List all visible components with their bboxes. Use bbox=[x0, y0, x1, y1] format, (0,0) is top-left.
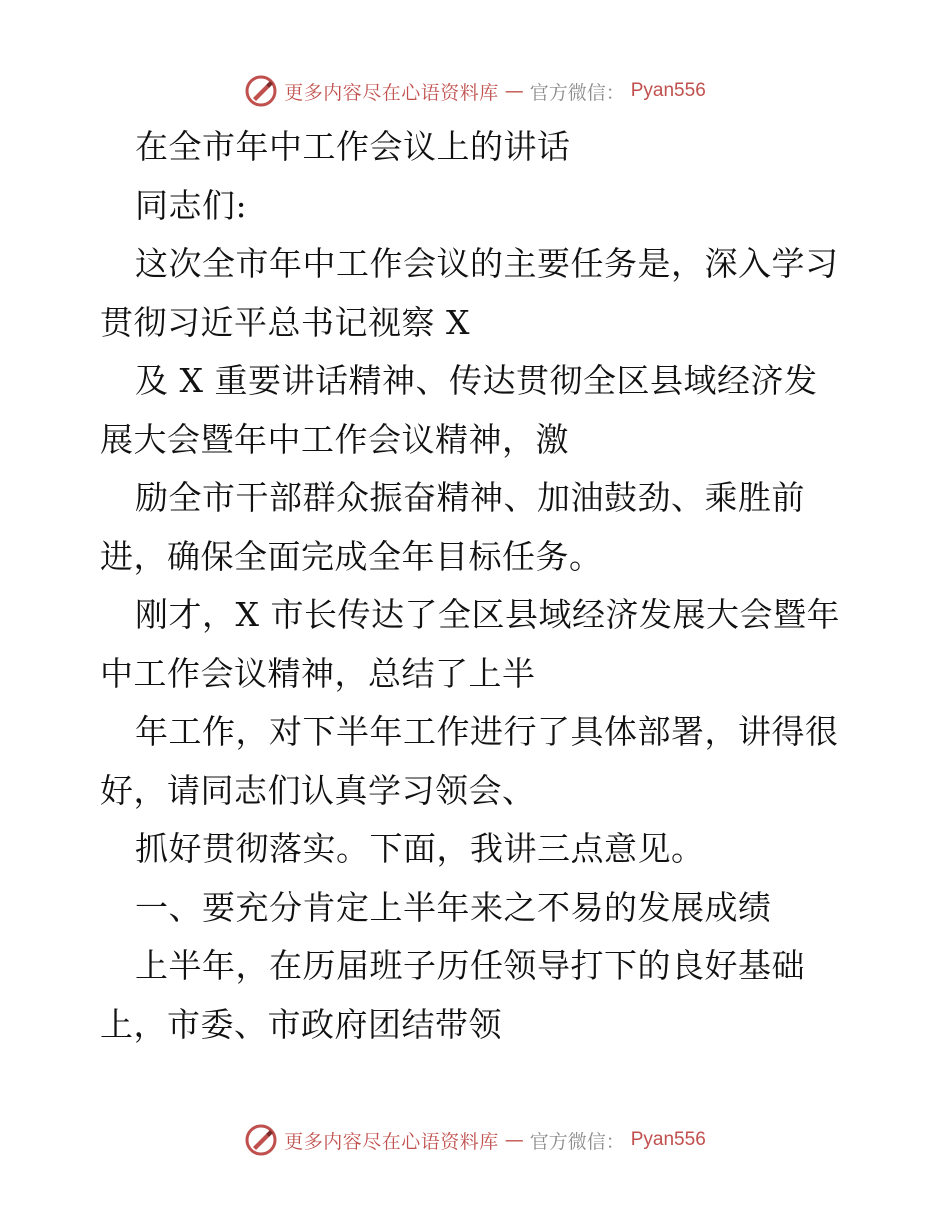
document-body bbox=[100, 118, 860, 1054]
banner-separator: — bbox=[504, 1129, 524, 1151]
banner-wechat-id: Pyan556 bbox=[630, 80, 706, 101]
section-heading: 一、要充分肯定上半年来之不易的发展成绩 bbox=[135, 887, 772, 927]
paragraph-line: 及 X 重要讲话精神、传达贯彻全区县域经济发 bbox=[135, 361, 818, 400]
salutation: 同志们: bbox=[135, 185, 248, 225]
pen-logo-icon bbox=[244, 74, 278, 108]
paragraph-line: 中工作会议精神，总结了上半 bbox=[100, 653, 536, 693]
paragraph-line: 进，确保全面完成全年目标任务。 bbox=[100, 536, 603, 576]
paragraph-line: 年工作，对下半年工作进行了具体部署，讲得很 bbox=[135, 712, 839, 751]
banner-text: 更多内容尽在心语资料库 bbox=[284, 1130, 499, 1153]
paragraph-line: 贯彻习近平总书记视察 X bbox=[100, 302, 470, 342]
paragraph-line: 展大会暨年中工作会议精神，激 bbox=[100, 419, 569, 459]
banner-wechat-label: 官方微信： bbox=[529, 81, 625, 104]
banner-text: 更多内容尽在心语资料库 bbox=[284, 81, 499, 104]
paragraph-line: 好，请同志们认真学习领会、 bbox=[100, 770, 536, 810]
banner-wechat-id: Pyan556 bbox=[630, 1129, 706, 1150]
paragraph-line: 刚才，X 市长传达了全区县域经济发展大会暨年 bbox=[135, 595, 840, 634]
paragraph-line: 上半年，在历届班子历任领导打下的良好基础 bbox=[135, 946, 805, 985]
paragraph-line: 上，市委、市政府团结带领 bbox=[100, 1004, 502, 1044]
paragraph-line: 励全市干部群众振奋精神、加油鼓劲、乘胜前 bbox=[135, 478, 805, 517]
page-header-banner bbox=[0, 71, 950, 111]
banner-wechat-label: 官方微信： bbox=[529, 1130, 625, 1153]
page-footer-banner bbox=[0, 1120, 950, 1160]
paragraph-line: 抓好贯彻落实。下面，我讲三点意见。 bbox=[135, 829, 705, 868]
pen-logo-icon bbox=[244, 1123, 278, 1157]
banner-separator: — bbox=[504, 80, 524, 102]
document-title: 在全市年中工作会议上的讲话 bbox=[135, 127, 571, 166]
paragraph-line: 这次全市年中工作会议的主要任务是，深入学习 bbox=[135, 244, 839, 283]
